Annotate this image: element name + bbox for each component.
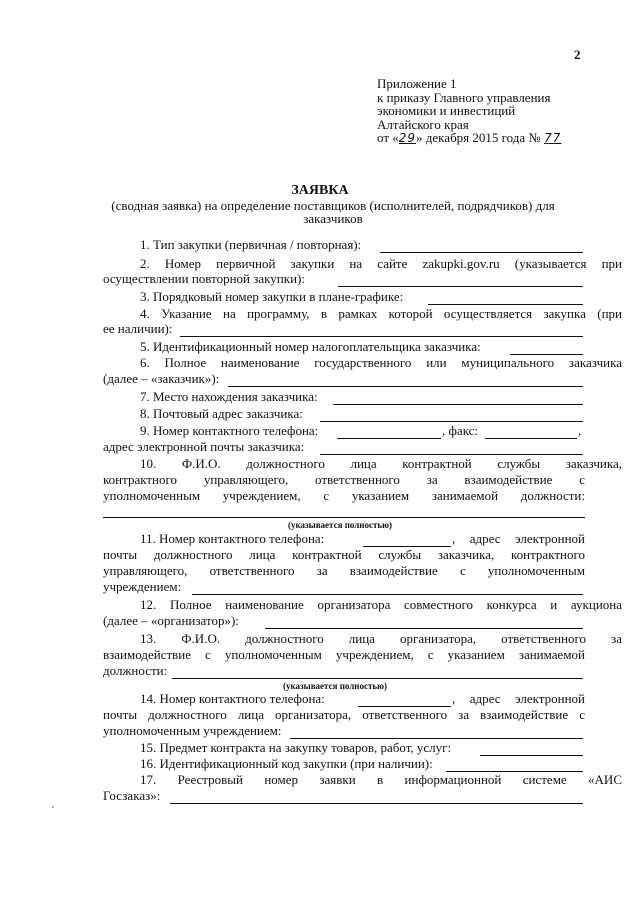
- item-16: 16. Идентификационный код закупки (при наличии):: [140, 756, 433, 771]
- item-9-email-label: адрес электронной почты заказчика:: [103, 439, 305, 454]
- item-10-line-a: 10. Ф.И.О. должностного лица контрактной службы заказчика,: [140, 456, 622, 471]
- item-8-line: [320, 421, 583, 422]
- appendix-line-2: к приказу Главного управления: [377, 89, 551, 105]
- item-14-email-label: , адрес электронной: [452, 691, 585, 706]
- date-prefix: от «: [377, 130, 399, 145]
- item-6-line-b: (далее – «заказчик»):: [103, 371, 220, 386]
- item-8: 8. Почтовый адрес заказчика:: [140, 406, 303, 421]
- item-3: 3. Порядковый номер закупки в плане-графике:: [140, 289, 404, 304]
- item-9-email-line: [320, 454, 583, 455]
- item-17-line-a: 17. Реестровый номер заявки в информационной системе «АИС: [140, 772, 622, 787]
- item-1-label: 1. Тип закупки (первичная / повторная):: [140, 237, 362, 252]
- item-6-line: [228, 386, 583, 387]
- item-9-fax-line: [485, 438, 577, 439]
- item-2-line-a: 2. Номер первичной закупки на сайте zakupki.gov.ru (указывается при: [140, 256, 622, 271]
- item-14-line: [290, 738, 583, 739]
- item-4-line: [180, 336, 583, 337]
- item-7: 7. Место нахождения заказчика:: [140, 389, 318, 404]
- item-2-line: [338, 286, 583, 287]
- item-6-line-a: 6. Полное наименование государственного или муниципального заказчика: [140, 355, 622, 370]
- item-13-line-b: взаимодействие с уполномоченным учреждением, с указанием занимаемой: [103, 647, 585, 662]
- item-11-line-d: управляющего, ответственного за взаимодействие с уполномоченным: [103, 563, 585, 578]
- item-11-email-label: , адрес электронной: [452, 531, 585, 546]
- item-9-phone-label: 9. Номер контактного телефона:: [140, 423, 319, 438]
- item-14-line-c: почты должностного лица организатора, ответственного за взаимодействие с: [103, 707, 585, 722]
- item-11-line-e: учреждением:: [103, 579, 182, 594]
- item-12-line-b: (далее – «организатор»):: [103, 613, 239, 628]
- note-full-2: (указывается полностью): [283, 681, 388, 691]
- scan-artifact: [52, 806, 54, 808]
- appendix-line-3: экономики и инвестиций: [377, 103, 516, 118]
- item-17-line-b: Госзаказ»:: [103, 788, 161, 803]
- item-3-line: [428, 304, 583, 305]
- item-13-line-c: должности:: [103, 663, 168, 678]
- item-15-line: [480, 755, 583, 756]
- appendix-date-line: [377, 131, 561, 146]
- page-number: 2: [574, 47, 581, 62]
- item-1: [103, 238, 622, 252]
- item-14-phone-label: 14. Номер контактного телефона:: [140, 691, 325, 706]
- document-subtitle: (сводная заявка) на определение поставщиков (исполнителей, подрядчиков) для заказчиков: [111, 198, 555, 226]
- appendix-header: [377, 77, 561, 146]
- item-11-line-c: почты должностного лица контрактной службы заказчика, контрактного: [103, 547, 585, 562]
- item-1-line: [380, 252, 583, 253]
- item-12-line-a: 12. Полное наименование организатора совместного конкурса и аукциона: [140, 597, 622, 612]
- item-4-line-a: 4. Указание на программу, в рамках которой осуществляется закупка (при: [140, 306, 622, 321]
- item-9-phone-line: [337, 438, 441, 439]
- item-10-line-c: уполномоченным учреждением, с указанием занимаемой должности:: [103, 488, 585, 503]
- item-15: 15. Предмет контракта на закупку товаров, работ, услуг:: [140, 740, 452, 755]
- item-13-line-a: 13. Ф.И.О. должностного лица организатора, ответственного за: [140, 631, 622, 646]
- item-14-line-d: уполномоченным учреждением:: [103, 723, 282, 738]
- item-2-line-b: осуществлении повторной закупки):: [103, 271, 305, 286]
- item-4-line-b: ее наличии):: [103, 321, 173, 336]
- document-title: ЗАЯВКА: [291, 183, 349, 198]
- item-17-line: [170, 803, 583, 804]
- order-number: 77: [544, 131, 562, 145]
- item-5: 5. Идентификационный номер налогоплательщика заказчика:: [140, 339, 481, 354]
- item-11-line: [192, 594, 583, 595]
- date-middle: » декабря 2015 года №: [416, 130, 541, 145]
- item-13-line: [172, 678, 583, 679]
- item-10-line: [103, 517, 585, 518]
- item-11-phone-label: 11. Номер контактного телефона:: [140, 531, 325, 546]
- date-day: 29: [398, 131, 417, 145]
- item-9-fax-label: , факс:: [442, 423, 479, 438]
- item-10-line-b: контрактного управляющего, ответственного за взаимодействие с: [103, 472, 585, 487]
- appendix-line-4: Алтайского края: [377, 116, 469, 132]
- item-7-line: [333, 404, 583, 405]
- appendix-line-1: Приложение 1: [377, 76, 457, 91]
- item-9-comma: ,: [578, 423, 582, 438]
- item-12-line: [265, 628, 583, 629]
- note-full-1: (указывается полностью): [288, 520, 393, 530]
